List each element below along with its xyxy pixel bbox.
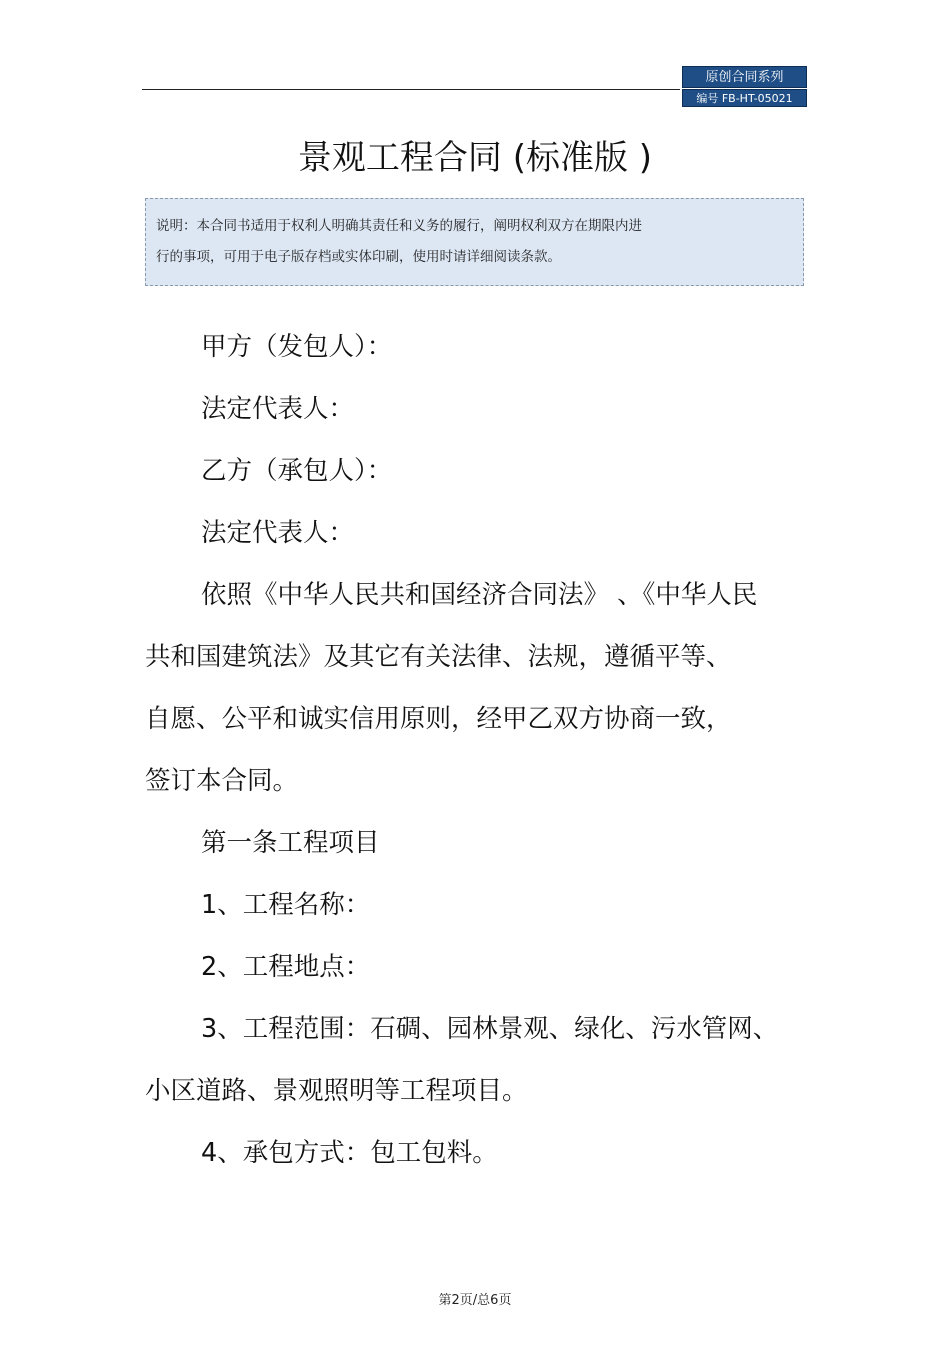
- document-code-badge: 编号 FB-HT-05021: [682, 89, 807, 107]
- party-b-representative-line: 法定代表人：: [201, 518, 355, 548]
- header-rule: [142, 89, 680, 90]
- note-line-2: 行的事项，可用于电子版存档或实体印刷，使用时请详细阅读条款。: [156, 249, 561, 265]
- contract-body: [145, 316, 805, 1184]
- preamble-line-4: 签订本合同。: [145, 766, 299, 796]
- page-number-footer: 第2页/总6页: [438, 1293, 512, 1308]
- article-1-title: 第一条工程项目: [201, 828, 380, 858]
- note-line-1: 说明：本合同书适用于权利人明确其责任和义务的履行，阐明权利双方在期限内进: [156, 218, 642, 234]
- item-1-project-name: 1、工程名称：: [201, 890, 371, 920]
- item-2-project-location: 2、工程地点：: [201, 952, 371, 982]
- preamble-line-2: 共和国建筑法》及其它有关法律、法规，遵循平等、: [145, 642, 732, 672]
- series-badge: 原创合同系列: [682, 66, 807, 88]
- usage-note-box: [145, 198, 804, 286]
- document-title: 景观工程合同 (标准版 ): [297, 138, 653, 178]
- party-b-line: 乙方（承包人）：: [201, 456, 393, 486]
- item-3-project-scope: 3、工程范围：石碉、园林景观、绿化、污水管网、: [201, 1014, 779, 1044]
- item-3-project-scope-continued: 小区道路、景观照明等工程项目。: [145, 1076, 528, 1106]
- party-a-representative-line: 法定代表人：: [201, 394, 355, 424]
- preamble-line-3: 自愿、公平和诚实信用原则，经甲乙双方协商一致，: [145, 704, 732, 734]
- party-a-line: 甲方（发包人）：: [201, 332, 393, 362]
- preamble-line-1: 依照《中华人民共和国经济合同法》 、《中华人民: [201, 580, 758, 610]
- item-4-contract-method: 4、承包方式：包工包料。: [201, 1138, 498, 1168]
